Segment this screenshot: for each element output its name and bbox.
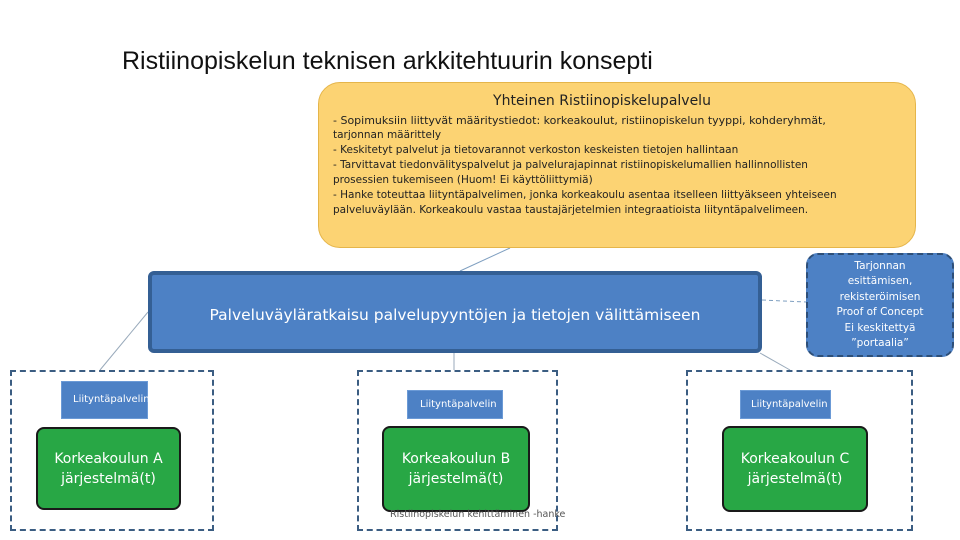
- service-line: - Keskitetyt palvelut ja tietovarannot verkoston keskeisten tietojen hallintaan: [333, 144, 739, 156]
- service-line: prosessien tukemiseen (Huom! Ei käyttöliittymiä): [333, 174, 593, 186]
- service-line: - Tarvittavat tiedonvälityspalvelut ja palvelurajapinnat ristiinopiskelumallien hallinnollisten: [333, 159, 808, 171]
- footer-text: Ristiinopiskelun kehittäminen -hanke: [390, 509, 566, 520]
- proof-of-concept-box: [806, 253, 954, 357]
- service-line: - Sopimuksiin liittyvät määritystiedot: korkeakoulut, ristiinopiskelun tyyppi, kohderyhmät,: [333, 114, 826, 127]
- proof-line: Tarjonnan: [854, 259, 906, 272]
- system-b: Korkeakoulun B järjestelmä(t): [382, 426, 530, 512]
- shared-service-box: [318, 82, 916, 248]
- system-c: Korkeakoulun C järjestelmä(t): [722, 426, 868, 512]
- connector-server-a: Liityntäpalvelin: [61, 381, 148, 419]
- service-line: palveluväylään. Korkeakoulu vastaa taustajärjetelmien integraatioista liityntäpalvelimeen.: [333, 204, 809, 216]
- connector-server-c: Liityntäpalvelin: [740, 390, 831, 419]
- proof-line: Proof of Concept: [836, 306, 924, 318]
- proof-line: Ei keskitettyä: [844, 321, 916, 334]
- page-title: Ristiinopiskelun teknisen arkkitehtuurin konsepti: [122, 47, 653, 75]
- service-bus-label: Palveluväyläratkaisu palvelupyyntöjen ja tietojen välittämiseen: [209, 306, 701, 324]
- connector-server-b: Liityntäpalvelin: [407, 390, 503, 419]
- service-title: Yhteinen Ristiinopiskelupalvelu: [493, 93, 711, 109]
- service-line: tarjonnan määrittely: [333, 129, 442, 141]
- service-bus-box: [148, 271, 762, 353]
- proof-line: ”portaalia”: [851, 337, 909, 349]
- system-a: Korkeakoulun A järjestelmä(t): [36, 427, 181, 510]
- service-description: [333, 113, 901, 218]
- service-line: - Hanke toteuttaa liityntäpalvelimen, jonka korkeakoulu asentaa itselleen liittyäkseen yhteiseen: [333, 189, 837, 201]
- proof-line: esittämisen,: [847, 275, 913, 287]
- proof-line: rekisteröimisen: [839, 290, 921, 303]
